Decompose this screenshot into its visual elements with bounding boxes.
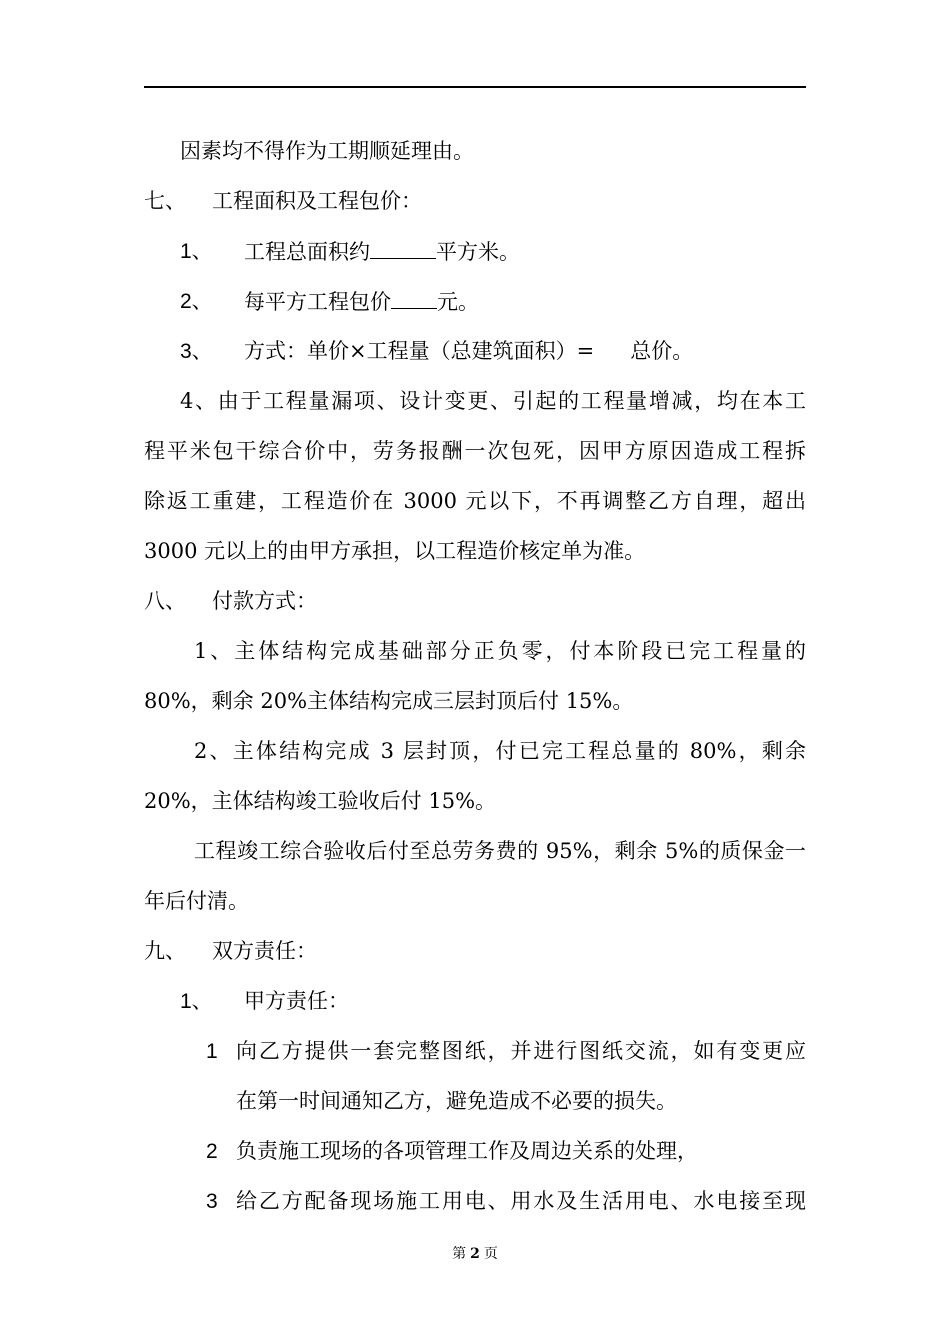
item-number: 1、: [180, 990, 213, 1013]
section-heading-9: [144, 936, 317, 966]
section-number: 七、: [144, 189, 186, 213]
section-heading-8: [144, 586, 317, 616]
paragraph-line: 年后付清。: [144, 889, 249, 913]
paragraph-line: 1、主体结构完成基础部分正负零，付本阶段已完工程量的: [194, 639, 806, 663]
paragraph-line: 在第一时间通知乙方，避免造成不必要的损失。: [236, 1089, 677, 1113]
item-text: 负责施工现场的各项管理工作及周边关系的处理，: [236, 1139, 698, 1163]
list-item: [180, 986, 349, 1017]
section-number: 八、: [144, 589, 186, 613]
sub-list-item: [206, 1036, 806, 1067]
paragraph-line: 因素均不得作为工期顺延理由。: [180, 139, 474, 163]
item-number: 2: [206, 1140, 218, 1163]
sub-list-item: [206, 1136, 698, 1167]
footer-prefix: 第: [452, 1246, 467, 1262]
item-number: 1: [206, 1040, 218, 1063]
item-number: 3: [206, 1190, 218, 1213]
paragraph-line: 工程竣工综合验收后付至总劳务费的 95%，剩余 5%的质保金一: [194, 839, 806, 863]
list-item: [180, 336, 694, 367]
section-number: 九、: [144, 939, 186, 963]
paragraph-line: 3000 元以上的由甲方承担，以工程造价核定单为准。: [144, 539, 646, 563]
list-item: [180, 286, 479, 317]
page-footer: [0, 1244, 950, 1264]
paragraph-line: 4、由于工程量漏项、设计变更、引起的工程量增减，均在本工: [180, 389, 806, 413]
fill-blank: [391, 286, 437, 309]
item-text: 方式：单价×工程量（总建筑面积）= 总价。: [244, 339, 694, 363]
item-number: 1、: [180, 240, 213, 263]
paragraph-line: 2、主体结构完成 3 层封顶，付已完工程总量的 80%，剩余: [194, 739, 806, 763]
header-rule: [144, 86, 806, 88]
paragraph-line: 20%，主体结构竣工验收后付 15%。: [144, 789, 497, 813]
section-title: 付款方式：: [212, 589, 317, 613]
item-text: 向乙方提供一套完整图纸，并进行图纸交流，如有变更应: [236, 1039, 806, 1063]
footer-suffix: 页: [483, 1246, 498, 1262]
page-number: 2: [470, 1246, 480, 1262]
item-text: 甲方责任：: [244, 989, 349, 1013]
fill-blank: [370, 236, 436, 259]
item-text: 工程总面积约 平方米。: [244, 236, 520, 267]
item-number: 2、: [180, 290, 213, 313]
paragraph-line: 80%，剩余 20%主体结构完成三层封顶后付 15%。: [144, 689, 634, 713]
item-text: 给乙方配备现场施工用电、用水及生活用电、水电接至现: [236, 1189, 806, 1213]
section-title: 工程面积及工程包价：: [212, 189, 422, 213]
paragraph-line: 除返工重建，工程造价在 3000 元以下，不再调整乙方自理，超出: [144, 489, 806, 513]
sub-list-item: [206, 1186, 806, 1217]
item-number: 3、: [180, 340, 213, 363]
section-title: 双方责任：: [212, 939, 317, 963]
list-item: [180, 236, 520, 267]
section-heading-7: [144, 186, 422, 216]
item-text: 每平方工程包价 元。: [244, 286, 479, 317]
paragraph-line: 程平米包干综合价中，劳务报酬一次包死，因甲方原因造成工程拆: [144, 439, 806, 463]
